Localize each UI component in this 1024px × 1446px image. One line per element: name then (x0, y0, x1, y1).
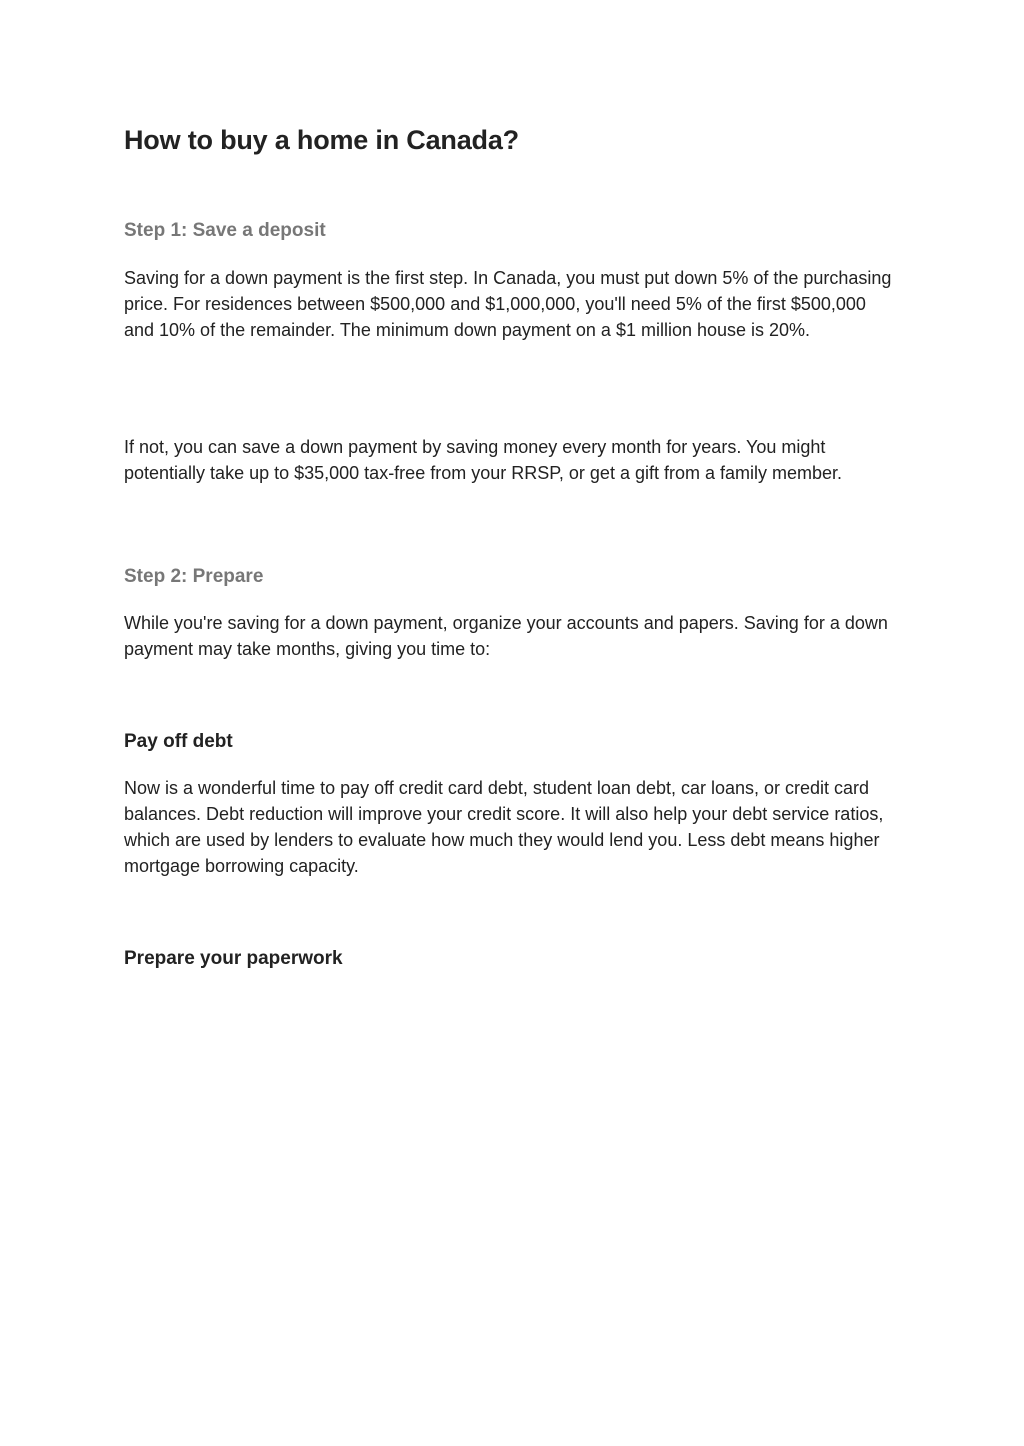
step2-paragraph-organize: While you're saving for a down payment, organize your accounts and papers. Saving for a down payment may take months, giving you time to: (124, 613, 888, 659)
step1-paragraph-down-payment: Saving for a down payment is the first step. In Canada, you must put down 5% of the purchasing price. For residences between $500,000 and $1,000,000, you'll need 5% of the first $500,000 and 10% of the remainder. The minimum down payment on a $1 million house is 20%. (124, 268, 892, 340)
pay-off-debt-paragraph: Now is a wonderful time to pay off credit card debt, student loan debt, car loans, or credit card balances. Debt reduction will improve your credit score. It will also help your debt service ratios, which are used by lenders to evaluate how much they would lend you. Less debt means higher mortgage borrowing capacity. (124, 778, 884, 876)
pay-off-debt-heading: Pay off debt (124, 731, 233, 752)
page-title: How to buy a home in Canada? (124, 125, 519, 155)
step1-heading: Step 1: Save a deposit (124, 220, 326, 241)
prepare-paperwork-heading: Prepare your paperwork (124, 948, 343, 969)
step2-heading: Step 2: Prepare (124, 566, 264, 587)
step1-paragraph-saving: If not, you can save a down payment by saving money every month for years. You might potentially take up to $35,000 tax-free from your RRSP, or get a gift from a family member. (124, 437, 843, 483)
